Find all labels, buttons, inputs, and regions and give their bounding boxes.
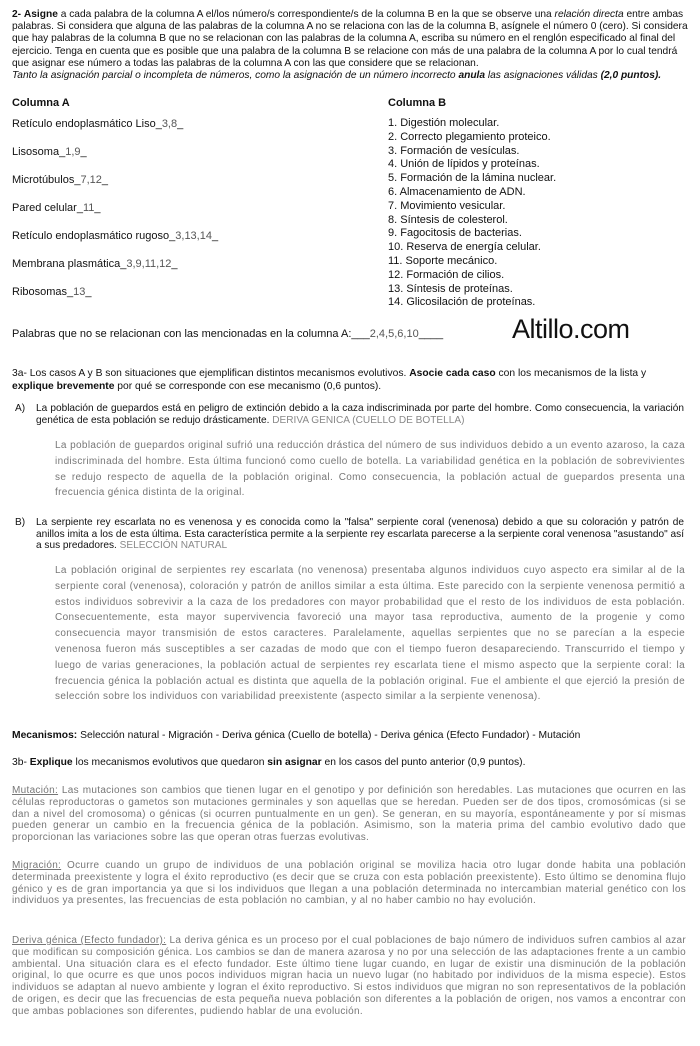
column-a-item: Pared celular_11_	[12, 202, 101, 214]
column-b-list	[388, 117, 688, 310]
mutation-explanation: Mutación: Las mutaciones son cambios que tienen lugar en el genotipo y por definición son heredables. Las mutaciones que ocurren en las células reproductoras o gametos son mutaciones germinales y son aquellas que se heredan. Pueden ser de dos tipos, cromosómicas (si se dan a nivel del cromosoma) o génicas (si ocurren puntualmente en un gen). Se generan, en su mayoría, espontáneamente y por sí mismas pueden generar un cambio en la frecuencia génica de la población. Asimismo, son la materia prima del cambio evolutivo dado que proporcionan las variaciones sobre las que operan otras fuerzas evolutivas.	[12, 785, 686, 844]
migration-explanation: Migración: Ocurre cuando un grupo de individuos de una población original se moviliza hacia otro lugar donde habita una población determinada preexistente y logra el éxito reproductivo (es decir que se cruza con esta población preexistente). Esto último se denomina flujo génico y es de gran importancia ya que si los individuos que llegan a una población determinada no intercambian material genético con los individuos ya presentes, las frecuencias de esta población no cambian, y al no haber cambio no hay evolución.	[12, 860, 686, 907]
altillo-logo: Altillo.com	[512, 314, 630, 344]
case-b-answer: SELECCIÓN NATURAL	[119, 540, 228, 552]
column-b-item: 4. Unión de lípidos y proteínas.	[388, 158, 540, 171]
column-a-item: Microtúbulos_7,12_	[12, 174, 109, 186]
case-a-letter: A)	[15, 403, 26, 414]
column-b-item: 9. Fagocitosis de bacterias.	[388, 227, 522, 240]
column-a-answer: 7,12	[80, 174, 102, 186]
column-a-answer: 3,8	[161, 118, 178, 130]
column-b-item: 11. Soporte mecánico.	[388, 254, 498, 267]
question-2-instructions: 2- Asigne a cada palabra de la columna A el/los número/s correspondiente/s de la columna B en la que se observe una relación directa entre ambas palabras. Si considera que alguna de las palabras de la columna A no se relaciona con las de la columna B, asígnele el número 0 (cero). Si considera que hay palabras de la columna B que no se relacionan con las palabras de la columna A, escriba su número en el renglón especificado al final del ejercicio. Tenga en cuenta que es posible que una palabra de la columna B se relacione con más de una palabra de la columna A por lo cual tendrá que asignar ese número a todas las palabras de la columna A con las que considere que se relacionan. Tanto la asignación parcial o incompleta de números, como la asignación de un número incorrecto anula las asignaciones válidas (2,0 puntos).	[12, 9, 688, 82]
scoring-note: Tanto la asignación parcial o incompleta de números, como la asignación de un número incorrecto anula las asignaciones válidas (2,0 puntos).	[12, 70, 662, 82]
case-a-text: La población de guepardos está en peligro de extinción debido a la caza indiscriminada por parte del hombre. Como consecuencia, la variación genética de esta población se redujo drásticamente. DERIVA GENICA (CUELLO DE BOTELLA)	[36, 403, 684, 426]
column-a-item: Membrana plasmática_3,9,11,12_	[12, 258, 178, 270]
column-b-item: 10. Reserva de energía celular.	[388, 241, 541, 254]
column-a-header: Columna A	[12, 97, 70, 109]
case-a-answer: DERIVA GENICA (CUELLO DE BOTELLA)	[272, 414, 465, 426]
column-b-item: 2. Correcto plegamiento proteico.	[388, 130, 551, 143]
column-a-answer: 11	[82, 202, 95, 214]
column-b-item: 14. Glicosilación de proteínas.	[388, 296, 536, 309]
column-a-item: Retículo endoplasmático rugoso_3,13,14_	[12, 230, 219, 242]
column-b-item: 5. Formación de la lámina nuclear.	[388, 172, 557, 185]
case-b-letter: B)	[15, 517, 26, 528]
question-number: 2-	[12, 9, 22, 20]
case-a-explanation: La población de guepardos original sufrió una reducción drástica del número de sus individuos debido a un evento azaroso, la caza indiscriminada del hombre. Esta última funcionó como cuello de botella. La variabilidad genética en la población de sobrevivientes se redujo respecto de aquella de la población original. Como consecuencia, la población actual de guepardos presenta una frecuencia génica distinta de la original.	[55, 440, 685, 499]
column-b-item: 13. Síntesis de proteínas.	[388, 282, 513, 295]
genetic-drift-explanation: Deriva génica (Efecto fundador): La deriva génica es un proceso por el cual poblaciones de bajo número de individuos sufren cambios al azar que modifican su composición génica. Los cambios se dan de manera azarosa y no por una selección de las adaptaciones frente a un cambio ambiental. Una situación clara es el efecto fundador. Este último tiene lugar cuando, en lugar de existir una disminución de la población original, lo que ocurre es que unos pocos individuos migran hacia un nuevo lugar (no habitado por individuos de la misma especie). Estos individuos se adaptan al nuevo ambiente y logran el éxito reproductivo. Si estos individuos que migran no son representativos de la población de origen, es decir que las frecuencias de esta pequeña nueva población son diferentes a la población de origen, nos vamos a encontrar con que ambas poblaciones son diferentes, pudiendo hablar de una evolución.	[12, 935, 686, 1017]
question-3b: 3b- Explique los mecanismos evolutivos que quedaron sin asignar en los casos del punto anterior (0,9 puntos).	[12, 757, 526, 768]
column-a-item: Retículo endoplasmático Liso_3,8_	[12, 118, 184, 130]
unrelated-words-line: Palabras que no se relacionan con las mencionadas en la columna A:___2,4,5,6,10____	[12, 328, 444, 340]
column-b-item: 1. Digestión molecular.	[388, 117, 500, 129]
column-b-item: 12. Formación de cilios.	[388, 268, 505, 281]
column-a-item: Ribosomas_13_	[12, 286, 92, 298]
column-b-item: 6. Almacenamiento de ADN.	[388, 185, 526, 198]
column-a-item: Lisosoma_1,9_	[12, 146, 87, 158]
column-a-answer: 1,9	[65, 146, 81, 158]
column-b-item: 3. Formación de vesículas.	[388, 144, 520, 157]
unrelated-answer: 2,4,5,6,10	[369, 328, 419, 340]
question-3a: 3a- Los casos A y B son situaciones que ejemplifican distintos mecanismos evolutivos. Asocie cada caso con los mecanismos de la lista y explique brevemente por qué se corresponde con ese mecanismo (0,6 puntos).	[12, 368, 647, 392]
instruction-verb: Asigne	[23, 9, 58, 20]
column-a-answer: 3,13,14	[175, 230, 212, 242]
case-b-text: La serpiente rey escarlata no es venenosa y es conocida como la "falsa" serpiente coral (venenosa) debido a que su coloración y patrón de anillos imita a los de esta última. Esta característica permite a la serpiente rey escarlata parecerse a la serpiente coral venenosa "asustando" así a sus predadores. SELECCIÓN NATURAL	[36, 517, 684, 552]
column-a-answer: 13	[73, 286, 86, 298]
column-b-header: Columna B	[388, 97, 447, 109]
column-b-item: 7. Movimiento vesicular.	[388, 199, 506, 212]
column-a-answer: 3,9,11,12	[126, 258, 172, 270]
case-b-explanation: La población original de serpientes rey escarlata (no venenosa) presentaba algunos individuos cuyo aspecto era similar al de la serpiente coral (venenosa), coloración y patrón de anillos similar a esta última. Este parecido con la serpiente venenosa permitió a estos individuos sobrevivir a la caza de los predadores con mayor probabilidad que el resto de los individuos de esta población. Consecuentemente, esta mayor supervivencia favoreció una mayor tasa reproductiva, aumento de la progenie y como consecuencia mayor transmisión de estos caracteres. Paralelamente, aquellas serpientes que no se parecían a la especie venenosa fueron más susceptibles a ser cazadas de modo que con el tiempo fueron desapareciendo. Transcurrido el tiempo y luego de varias generaciones, la población actual de serpientes rey escarlata tiene el mismo aspecto que la serpiente coral: la frecuencia génica la población actual es distinta que aquella de la población original. Fue el ambiente el que ejerció la presión de selección sobre los individuos con variabilidad preexistente (aspecto similar a la serpiente venenosa).	[55, 565, 685, 703]
column-b-item: 8. Síntesis de colesterol.	[388, 213, 508, 226]
mechanisms-list: Mecanismos: Selección natural - Migración - Deriva génica (Cuello de botella) - Deriva génica (Efecto Fundador) - Mutación	[12, 730, 581, 741]
